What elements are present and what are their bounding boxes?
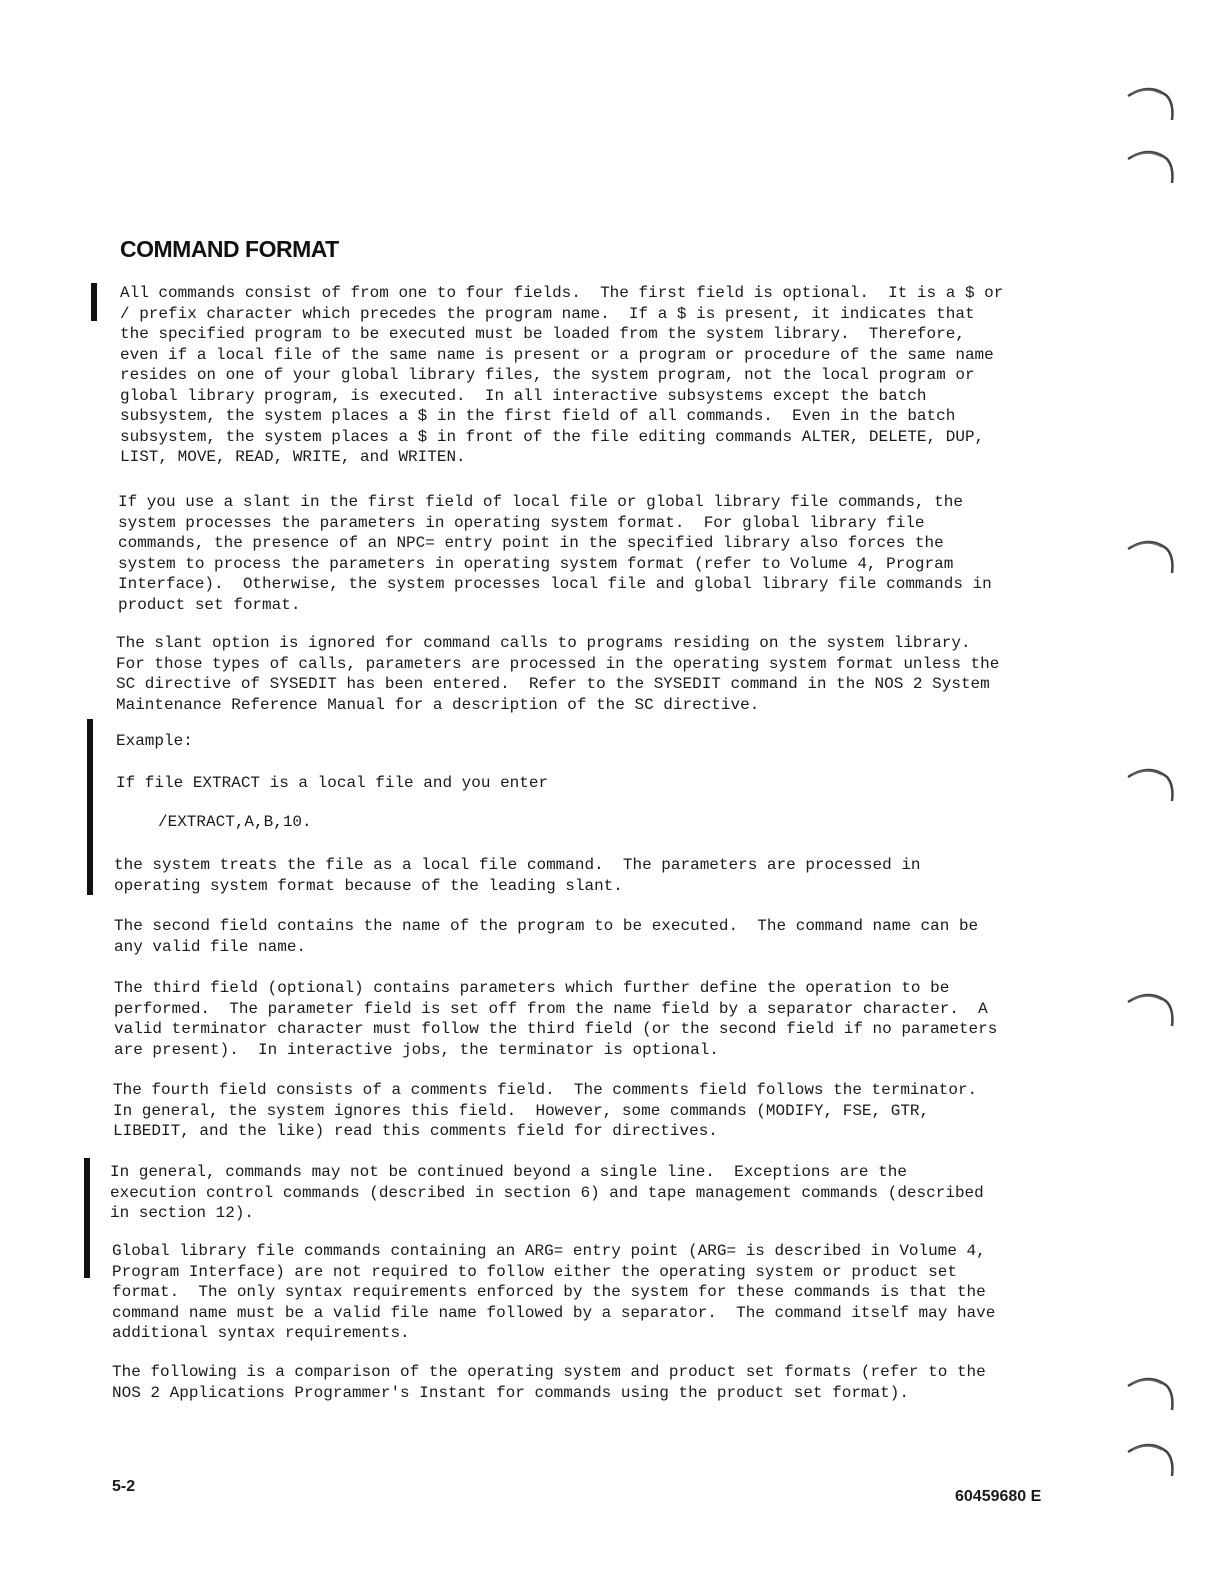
page-number: 5-2 [112,1478,136,1495]
paragraph-fields-overview: All commands consist of from one to four fields. The first field is optional. It is a $ or / prefix character which precedes the program name. If a $ is present, it indicates that the specified program to be executed must be loaded from the system library. Therefore, even if a local file of the same name is present or a program or procedure of the same name resides on one of your global library files, the system program, not the local program or global library program, is executed. In all interactive subsystems except the batch subsystem, the system places a $ in the first field of all commands. Even in the batch subsystem, the system places a $ in front of the file editing commands ALTER, DELETE, DUP, LIST, MOVE, READ, WRITE, and WRITEN. [120,284,1004,466]
example-label: Example: [116,732,193,750]
paragraph-slant-ignored: The slant option is ignored for command calls to programs residing on the system library. For those types of calls, parameters are processed in the operating system format unless the SC directive of SYSEDIT has been entered. Refer to the SYSEDIT command in the NOS 2 System Maintenance Reference Manual for a description of the SC directive. [116,634,1000,714]
change-bar-3 [84,1158,90,1278]
punch-hole-icon [1122,1372,1182,1422]
punch-hole-icon [1122,1438,1182,1488]
punch-hole-icon [1122,535,1182,585]
punch-hole-icon [1122,988,1182,1038]
example-result: the system treats the file as a local file command. The parameters are processed in operating system format because of the leading slant. [114,856,921,895]
change-bar-1 [91,283,97,321]
example-command: /EXTRACT,A,B,10. [158,813,312,831]
punch-hole-icon [1122,82,1182,132]
section-heading: COMMAND FORMAT [120,236,339,262]
paragraph-continuation: In general, commands may not be continued beyond a single line. Exceptions are the execution control commands (described in section 6) and tape management commands (described in section 12). [110,1163,984,1222]
paragraph-arg-entry-point: Global library file commands containing an ARG= entry point (ARG= is described in Volume 4, Program Interface) are not required to follow either the operating system or product set format. The only syntax requirements enforced by the system for these commands is that the command name must be a valid file name followed by a separator. The command itself may have additional syntax requirements. [112,1242,996,1342]
paragraph-fourth-field: The fourth field consists of a comments field. The comments field follows the terminator. In general, the system ignores this field. However, some commands (MODIFY, FSE, GTR, LIBEDIT, and the like) read this comments field for directives. [113,1081,978,1140]
change-bar-2 [87,719,93,895]
paragraph-format-comparison: The following is a comparison of the operating system and product set formats (refer to the NOS 2 Applications Programmer's Instant for commands using the product set format). [112,1363,986,1402]
document-number: 60459680 E [955,1488,1042,1505]
example-intro: If file EXTRACT is a local file and you enter [116,774,549,792]
paragraph-slant-prefix: If you use a slant in the first field of local file or global library file commands, the system processes the parameters in operating system format. For global library file commands, the presence of an NPC= entry point in the specified library also forces the system to process the parameters in operating system format (refer to Volume 4, Program Interface). Otherwise, the system processes local file and global library file commands in product set format. [118,493,992,614]
punch-hole-icon [1122,763,1182,813]
paragraph-third-field: The third field (optional) contains parameters which further define the operation to be performed. The parameter field is set off from the name field by a separator character. A valid terminator character must follow the third field (or the second field if no parameters are present). In interactive jobs, the terminator is optional. [114,979,998,1059]
punch-hole-icon [1122,145,1182,195]
paragraph-second-field: The second field contains the name of the program to be executed. The command name can be any valid file name. [114,917,979,956]
